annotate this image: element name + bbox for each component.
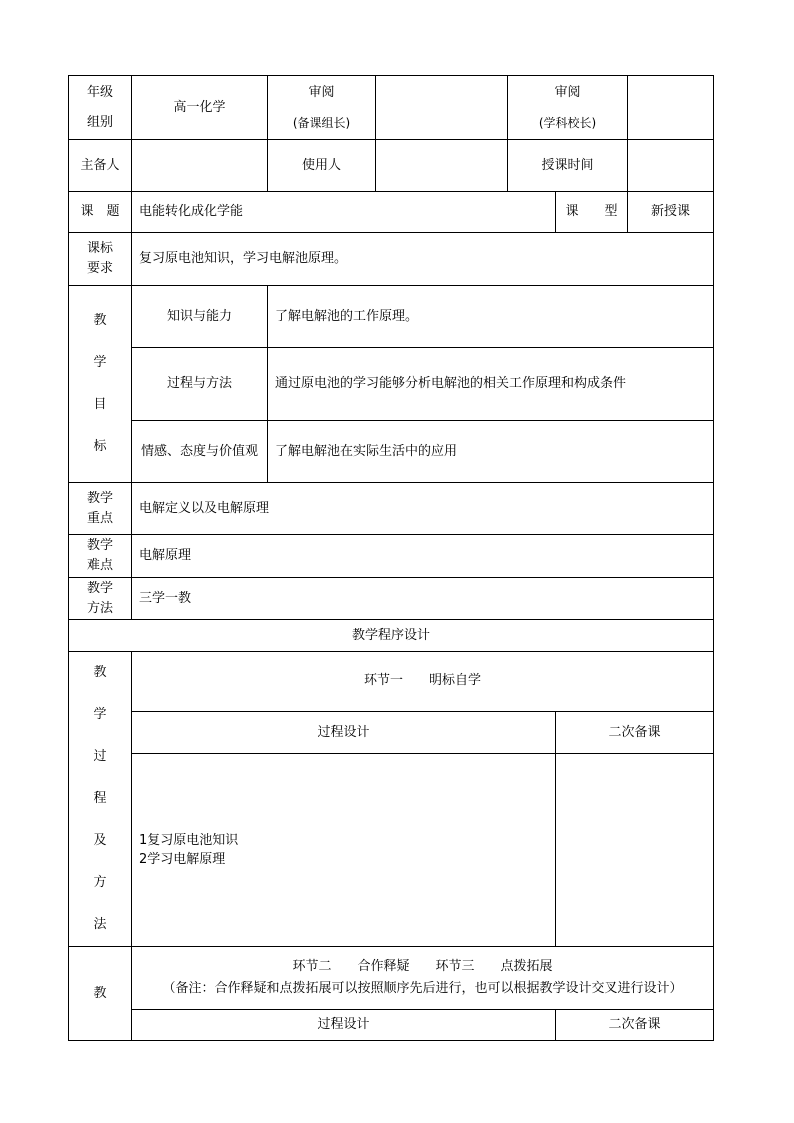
goals-label-char: 教: [93, 313, 107, 328]
stage2-header-row: [69, 1010, 714, 1041]
stage1-row: [69, 652, 714, 712]
difficulty-label-line2: 难点: [86, 558, 113, 573]
review-principal-label-line1: 审阅: [554, 84, 581, 100]
second-prep-content: [556, 754, 714, 947]
focus-label-line1: 教学: [86, 490, 113, 506]
class-time-label: 授课时间: [508, 140, 628, 192]
review-group-label-line2: (备课组长): [292, 115, 351, 130]
stage2-title: 环节二 合作释疑 环节三 点拨拓展: [292, 959, 553, 974]
stage2-design-header: 过程设计: [132, 1010, 556, 1041]
review-group-value: [376, 76, 508, 140]
goal-row: [69, 348, 714, 421]
process-label-cell: [69, 652, 132, 947]
header-row-topic: [69, 192, 714, 233]
stage2-second-prep-header: 二次备课: [556, 1010, 714, 1041]
review-principal-value: [628, 76, 714, 140]
process-label-char: 程: [93, 791, 107, 806]
process-design-header: 过程设计: [132, 711, 556, 754]
lesson-plan-table: [68, 75, 714, 1041]
program-title-row: [69, 620, 714, 652]
process-content-row: [69, 754, 714, 947]
goals-label-cell: [69, 286, 132, 483]
process-design-content: [132, 754, 556, 947]
process-label-char: 学: [93, 707, 107, 722]
review-group-label-line1: 审阅: [308, 84, 335, 100]
process-label-char: 过: [93, 749, 107, 764]
goal-process-value: 通过原电池的学习能够分析电解池的相关工作原理和构成条件: [268, 348, 714, 421]
grade-label-cell: [69, 76, 132, 140]
topic-value: 电能转化成化学能: [132, 192, 556, 233]
process-item: 1复习原电池知识: [139, 833, 239, 849]
user-value: [376, 140, 508, 192]
stage2-row: [69, 947, 714, 1010]
method-label-line2: 方法: [86, 600, 113, 616]
second-prep-header: 二次备课: [556, 711, 714, 754]
goal-knowledge-label: 知识与能力: [132, 286, 268, 348]
stage2-label-cell: [69, 947, 132, 1041]
stage2-label-char: 教: [93, 985, 107, 1001]
focus-row: [69, 483, 714, 535]
lesson-type-value: 新授课: [628, 192, 714, 233]
process-header-row: [69, 711, 714, 754]
class-time-value: [628, 140, 714, 192]
process-label-char: 方: [93, 875, 107, 890]
focus-value: 电解定义以及电解原理: [132, 483, 714, 535]
difficulty-row: [69, 535, 714, 578]
process-label-char: 教: [93, 665, 107, 680]
goal-process-label: 过程与方法: [132, 348, 268, 421]
goals-label-char: 学: [93, 355, 107, 370]
standard-label-line2: 要求: [86, 261, 113, 276]
topic-label: 课 题: [69, 192, 132, 233]
method-label-line1: 教学: [86, 580, 113, 596]
stage2-note: （备注：合作释疑和点拨拓展可以按照顺序先后进行，也可以根据教学设计交叉进行设计）: [162, 981, 683, 996]
header-row-people: [69, 140, 714, 192]
lead-preparer-label: 主备人: [69, 140, 132, 192]
stage1-title: 环节一 明标自学: [132, 652, 714, 712]
method-label-cell: [69, 578, 132, 620]
user-label: 使用人: [268, 140, 376, 192]
goal-row: [69, 421, 714, 483]
process-item: 2学习电解原理: [139, 852, 226, 868]
review-principal-label-cell: [508, 76, 628, 140]
review-group-label-cell: [268, 76, 376, 140]
difficulty-label-cell: [69, 535, 132, 578]
standard-value: 复习原电池知识，学习电解池原理。: [132, 233, 714, 286]
goal-row: [69, 286, 714, 348]
program-title: 教学程序设计: [69, 620, 714, 652]
method-row: [69, 578, 714, 620]
focus-label-line2: 重点: [86, 510, 113, 526]
standard-label-cell: [69, 233, 132, 286]
goal-attitude-value: 了解电解池在实际生活中的应用: [268, 421, 714, 483]
goals-label-char: 目: [93, 397, 107, 412]
standard-label-line1: 课标: [86, 241, 113, 256]
header-row-grade: [69, 76, 714, 140]
grade-label-line1: 年级: [86, 84, 113, 100]
lead-preparer-value: [132, 140, 268, 192]
standard-row: [69, 233, 714, 286]
focus-label-cell: [69, 483, 132, 535]
grade-label-line2: 组别: [86, 114, 113, 130]
process-label-char: 及: [93, 833, 107, 848]
difficulty-label-line1: 教学: [86, 538, 113, 553]
grade-value: 高一化学: [132, 76, 268, 140]
difficulty-value: 电解原理: [132, 535, 714, 578]
review-principal-label-line2: (学科校长): [538, 115, 597, 130]
goals-label-char: 标: [93, 439, 107, 454]
goal-knowledge-value: 了解电解池的工作原理。: [268, 286, 714, 348]
goal-attitude-label: 情感、态度与价值观: [132, 421, 268, 483]
method-value: 三学一教: [132, 578, 714, 620]
process-label-char: 法: [93, 917, 107, 932]
lesson-type-label: 课 型: [556, 192, 628, 233]
stage2-header-cell: [132, 947, 714, 1010]
